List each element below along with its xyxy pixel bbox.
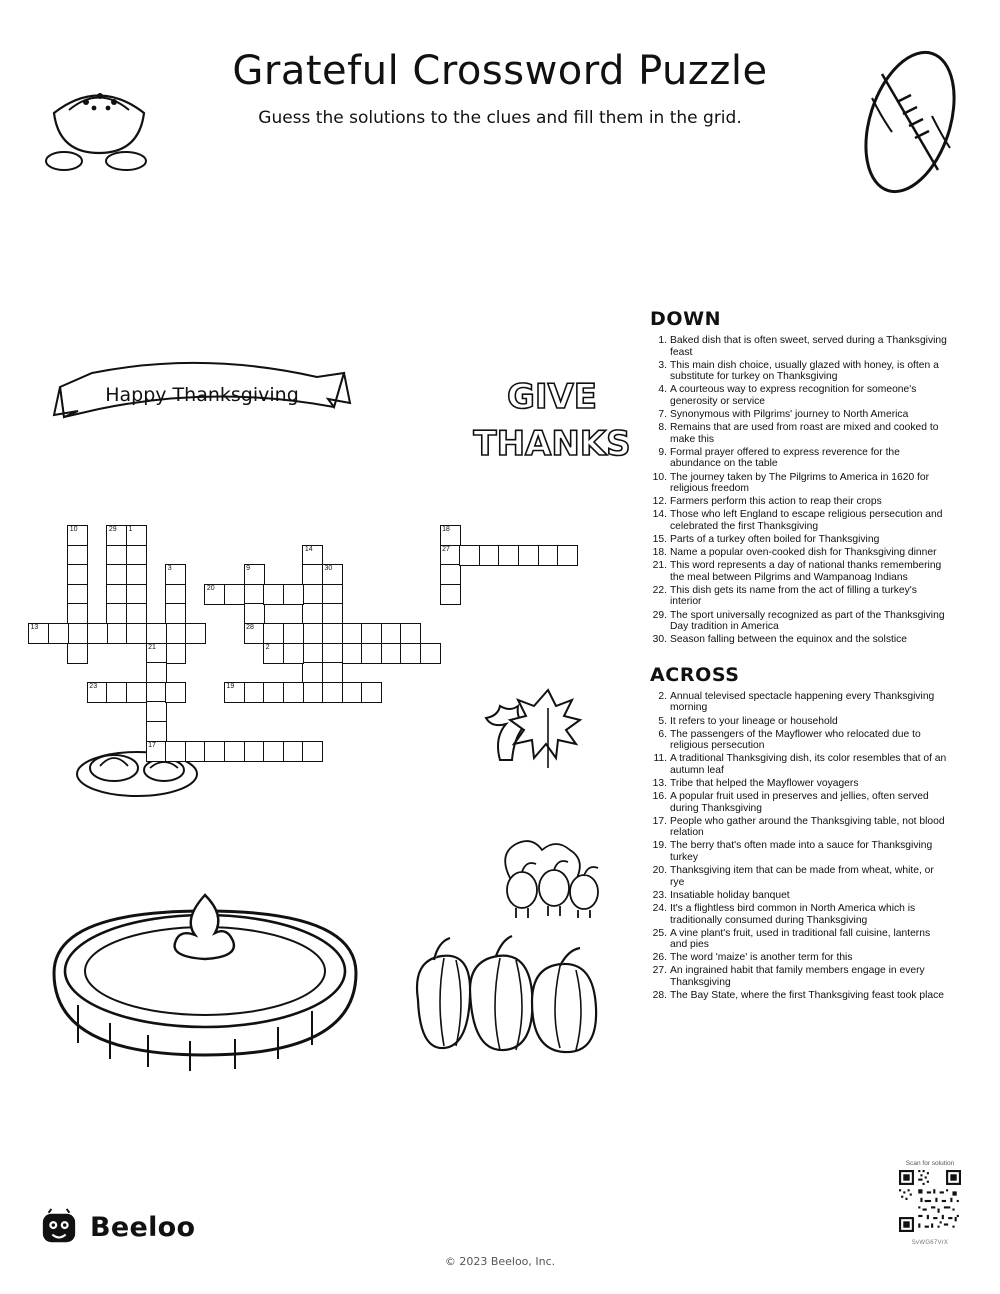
clue-number: 28.	[652, 990, 667, 1002]
clue-text: A traditional Thanksgiving dish, its color resembles that of an autumn leaf	[670, 753, 947, 776]
clue-number: 10.	[652, 471, 667, 483]
clue-number: 16.	[652, 791, 667, 803]
crossword-cell[interactable]	[126, 623, 147, 644]
crossword-cell[interactable]	[322, 564, 343, 585]
crossword-cell[interactable]	[283, 643, 304, 664]
clue-number: 8.	[658, 422, 667, 434]
clue-text: A popular fruit used in preserves and jellies, often served during Thanksgiving	[670, 791, 929, 814]
clue-text: Formal prayer offered to express reverence for the abundance on the table	[670, 446, 900, 470]
crossword-cell[interactable]	[302, 643, 323, 664]
crossword-cell[interactable]	[146, 662, 167, 683]
crossword-cell[interactable]	[302, 623, 323, 644]
gourds-pumpkins-icon	[400, 930, 615, 1070]
clue-down-22	[650, 585, 950, 608]
crossword-cell[interactable]	[87, 682, 108, 703]
football-icon	[850, 40, 970, 205]
crossword-cell[interactable]	[185, 623, 206, 644]
clue-across-2	[650, 691, 950, 714]
clue-number: 9.	[658, 446, 667, 458]
clue-number: 23.	[652, 889, 667, 901]
clue-down-7	[650, 409, 950, 421]
crossword-cell[interactable]	[322, 682, 343, 703]
cell-number: 30	[324, 565, 333, 573]
clue-down-4	[650, 384, 950, 407]
clue-text: People who gather around the Thanksgiving table, not blood relation	[670, 815, 945, 839]
clue-number: 19.	[652, 840, 667, 852]
crossword-cell[interactable]	[302, 564, 323, 585]
crossword-cell[interactable]	[283, 623, 304, 644]
clue-number: 5.	[658, 715, 667, 727]
clue-across-25	[650, 928, 950, 951]
crossword-cell[interactable]	[126, 682, 147, 703]
crossword-cell[interactable]	[106, 584, 127, 605]
clue-down-30	[650, 634, 950, 646]
clue-text: It refers to your lineage or household	[670, 715, 838, 727]
crossword-cell[interactable]	[400, 623, 421, 644]
across-heading: ACROSS	[650, 663, 740, 686]
crossword-cell[interactable]	[106, 623, 127, 644]
crossword-cell[interactable]	[440, 525, 461, 546]
cell-number: 19	[226, 682, 235, 690]
crossword-cell[interactable]	[263, 584, 284, 605]
clue-number: 1.	[658, 335, 667, 346]
clue-down-18	[650, 547, 950, 559]
cell-number: 10	[69, 526, 78, 533]
clue-text: Parts of a turkey often boiled for Thanksgiving	[670, 534, 880, 545]
page-footer	[0, 1160, 1000, 1294]
crossword-cell[interactable]	[263, 643, 284, 664]
crossword-cell[interactable]	[165, 741, 186, 762]
crossword-cell[interactable]	[204, 584, 225, 605]
crossword-cell[interactable]	[165, 682, 186, 703]
crossword-cell[interactable]	[165, 623, 186, 644]
cell-number: 20	[206, 584, 215, 592]
crossword-cell[interactable]	[106, 545, 127, 566]
crossword-cell[interactable]	[126, 525, 147, 546]
clue-across-26	[650, 952, 950, 964]
clue-text: The passengers of the Mayflower who relocated due to religious persecution	[670, 728, 921, 752]
clue-down-9	[650, 447, 950, 470]
clue-down-29	[650, 610, 950, 633]
crossword-cell[interactable]	[244, 564, 265, 585]
crossword-cell[interactable]	[67, 623, 88, 644]
beeloo-bee-icon	[40, 1208, 78, 1246]
clue-text: A vine plant's fruit, used in traditional fall cuisine, lanterns and pies	[670, 927, 931, 951]
cell-number: 28	[246, 624, 254, 631]
qr-code-label: SvWG67VrX	[911, 1240, 949, 1246]
clue-text: The word 'maize' is another term for this	[670, 952, 853, 964]
clue-down-8	[650, 422, 950, 445]
clue-text: The berry that's often made into a sauce for Thanksgiving turkey	[670, 840, 933, 864]
crossword-cell[interactable]	[381, 623, 402, 644]
crossword-cell[interactable]	[342, 682, 363, 703]
brand-logo	[40, 1208, 195, 1246]
clue-across-19	[650, 840, 950, 863]
clue-across-27	[650, 965, 950, 988]
copyright-text: © 2023 Beeloo, Inc.	[444, 1255, 556, 1268]
banner-text: Happy Thanksgiving	[105, 384, 299, 406]
clue-down-15	[650, 534, 950, 546]
clue-number: 4.	[658, 384, 667, 396]
crossword-cell[interactable]	[263, 623, 284, 644]
down-heading: DOWN	[650, 308, 722, 330]
crossword-cell[interactable]	[67, 545, 88, 566]
crossword-cell[interactable]	[244, 623, 265, 644]
give-thanks-line1: GIVE	[506, 377, 598, 417]
clue-text: This main dish choice, usually glazed with honey, is often a substitute for turkey on Thanksgiving	[670, 359, 939, 383]
clue-number: 2.	[658, 690, 667, 702]
crossword-cell[interactable]	[106, 525, 127, 546]
cell-number: 14	[304, 545, 313, 553]
clue-text: A courteous way to express recognition for someone's generosity or service	[670, 384, 917, 407]
crossword-cell[interactable]	[263, 741, 284, 762]
crossword-cell[interactable]	[146, 701, 167, 722]
clue-number: 15.	[652, 534, 667, 545]
crossword-cell[interactable]	[302, 545, 323, 566]
clue-text: It's a flightless bird common in North America which is traditionally consumed during Thanksgiving	[670, 902, 916, 926]
crossword-cell[interactable]	[244, 603, 265, 624]
crossword-cell[interactable]	[126, 584, 147, 605]
cell-number: 1	[128, 526, 133, 533]
crossword-cell[interactable]	[342, 623, 363, 644]
crossword-cell[interactable]	[126, 603, 147, 624]
clue-down-12	[650, 496, 950, 508]
qr-block[interactable]	[890, 1160, 970, 1246]
crossword-cell[interactable]	[224, 682, 245, 703]
clue-number: 27.	[652, 965, 667, 977]
clue-text: An ingrained habit that family members engage in every Thanksgiving	[670, 965, 925, 988]
crossword-cell[interactable]	[146, 721, 167, 742]
clue-number: 7.	[658, 409, 667, 421]
clue-down-3	[650, 360, 950, 383]
crossword-cell[interactable]	[361, 643, 382, 664]
cell-number: 21	[148, 643, 156, 651]
crossword-cell[interactable]	[146, 643, 167, 664]
clue-across-20	[650, 865, 950, 888]
crossword-cell[interactable]	[302, 682, 323, 703]
clue-across-6	[650, 729, 950, 752]
clue-across-17	[650, 816, 950, 839]
crossword-cell[interactable]	[87, 623, 108, 644]
crossword-cell[interactable]	[67, 564, 88, 585]
clue-text: Annual televised spectacle happening every Thanksgiving morning	[670, 690, 935, 714]
crossword-cell[interactable]	[165, 584, 186, 605]
cell-number: 18	[442, 526, 450, 533]
clue-down-1	[650, 335, 950, 358]
turkeys-icon	[492, 820, 612, 920]
clues-panel	[650, 308, 950, 1003]
crossword-cell[interactable]	[263, 682, 284, 703]
page-title: Grateful Crossword Puzzle	[232, 48, 768, 94]
crossword-cell[interactable]	[420, 643, 441, 664]
clue-number: 6.	[658, 728, 667, 740]
clue-number: 14.	[652, 509, 667, 521]
cell-number: 2	[265, 643, 270, 651]
cell-number: 23	[89, 682, 98, 690]
give-thanks-line2: THANKS	[473, 424, 631, 464]
clue-text: Thanksgiving item that can be made from wheat, white, or rye	[670, 865, 934, 888]
clue-number: 26.	[652, 952, 667, 964]
crossword-cell[interactable]	[538, 545, 559, 566]
cell-number: 9	[246, 565, 250, 573]
crossword-cell[interactable]	[224, 584, 245, 605]
clue-across-28	[650, 990, 950, 1002]
crossword-cell[interactable]	[244, 741, 265, 762]
clue-text: The journey taken by The Pilgrims to America in 1620 for religious freedom	[670, 471, 930, 495]
crossword-cell[interactable]	[244, 584, 265, 605]
clue-across-11	[650, 753, 950, 776]
clue-down-10	[650, 472, 950, 495]
crossword-cell[interactable]	[283, 741, 304, 762]
crossword-cell[interactable]	[185, 741, 206, 762]
down-clue-list	[650, 335, 950, 646]
clue-number: 18.	[652, 547, 667, 559]
clue-number: 25.	[652, 927, 667, 939]
clue-text: Baked dish that is often sweet, served during a Thanksgiving feast	[670, 335, 947, 358]
crossword-cell[interactable]	[146, 623, 167, 644]
clue-number: 21.	[652, 560, 667, 572]
crossword-cell[interactable]	[67, 584, 88, 605]
cell-number: 27	[442, 545, 450, 553]
clue-number: 24.	[652, 902, 667, 914]
clue-text: Farmers perform this action to reap their crops	[670, 496, 882, 508]
clue-number: 20.	[652, 865, 667, 877]
crossword-cell[interactable]	[204, 741, 225, 762]
clue-text: The Bay State, where the first Thanksgiving feast took place	[670, 990, 944, 1002]
crossword-cell[interactable]	[67, 525, 88, 546]
clue-across-5	[650, 716, 950, 728]
crossword-cell[interactable]	[126, 545, 147, 566]
crossword-grid[interactable]	[28, 525, 638, 825]
happy-thanksgiving-banner	[52, 355, 352, 450]
cell-number: 13	[30, 624, 39, 631]
cell-number: 29	[108, 526, 117, 533]
crossword-cell[interactable]	[283, 584, 304, 605]
crossword-cell[interactable]	[106, 682, 127, 703]
cell-number: 17	[148, 741, 156, 749]
clue-number: 12.	[652, 496, 667, 508]
clue-text: Insatiable holiday banquet	[670, 889, 790, 901]
crossword-cell[interactable]	[498, 545, 519, 566]
clue-number: 30.	[652, 634, 667, 646]
crossword-cell[interactable]	[302, 741, 323, 762]
clue-number: 29.	[652, 609, 667, 621]
crossword-cell[interactable]	[459, 545, 480, 566]
clue-text: Remains that are used from roast are mixed and cooked to make this	[670, 422, 939, 445]
clue-across-16	[650, 791, 950, 814]
clue-text: Synonymous with Pilgrims' journey to North America	[670, 409, 909, 421]
crossword-cell[interactable]	[322, 603, 343, 624]
clue-across-23	[650, 890, 950, 902]
crossword-cell[interactable]	[342, 643, 363, 664]
clue-number: 13.	[652, 778, 667, 789]
clue-number: 17.	[652, 815, 667, 827]
pumpkin-pie-icon	[40, 855, 370, 1085]
crossword-cell[interactable]	[106, 564, 127, 585]
crossword-cell[interactable]	[302, 603, 323, 624]
clue-across-24	[650, 903, 950, 926]
crossword-cell[interactable]	[479, 545, 500, 566]
crossword-cell[interactable]	[146, 741, 167, 762]
crossword-cell[interactable]	[322, 643, 343, 664]
qr-code-icon[interactable]	[899, 1170, 961, 1232]
crossword-cell[interactable]	[244, 682, 265, 703]
crossword-cell[interactable]	[165, 603, 186, 624]
crossword-cell[interactable]	[381, 643, 402, 664]
clue-text: Name a popular oven-cooked dish for Thanksgiving dinner	[670, 547, 937, 559]
crossword-cell[interactable]	[440, 545, 461, 566]
clue-text: This word represents a day of national thanks remembering the meal between Pilgrims and Wampanoag Indians	[670, 560, 942, 583]
crossword-cell[interactable]	[224, 741, 245, 762]
crossword-cell[interactable]	[67, 603, 88, 624]
page-subtitle: Guess the solutions to the clues and fill them in the grid.	[258, 108, 742, 128]
crossword-cell[interactable]	[440, 584, 461, 605]
clue-text: Those who left England to escape religious persecution and celebrated the first Thanksgiving	[670, 509, 943, 532]
crossword-cell[interactable]	[302, 584, 323, 605]
clue-text: The sport universally recognized as part of the Thanksgiving Day tradition in America	[670, 609, 945, 633]
clue-text: Season falling between the equinox and the solstice	[670, 634, 907, 646]
clue-down-21	[650, 560, 950, 583]
clue-across-13	[650, 778, 950, 790]
crossword-cell[interactable]	[557, 545, 578, 566]
crossword-cell[interactable]	[361, 682, 382, 703]
crossword-cell[interactable]	[165, 643, 186, 664]
crossword-cell[interactable]	[518, 545, 539, 566]
crossword-cell[interactable]	[322, 584, 343, 605]
crossword-cell[interactable]	[146, 682, 167, 703]
clue-number: 3.	[658, 359, 667, 371]
across-clue-list	[650, 691, 950, 1002]
crossword-cell[interactable]	[283, 682, 304, 703]
crossword-cell[interactable]	[126, 564, 147, 585]
clue-text: This dish gets its name from the act of filling a turkey's interior	[670, 584, 917, 608]
give-thanks-art	[452, 370, 652, 475]
crossword-cell[interactable]	[322, 662, 343, 683]
brand-name: Beeloo	[90, 1211, 196, 1243]
crossword-cell[interactable]	[106, 603, 127, 624]
crossword-cell[interactable]	[440, 564, 461, 585]
crossword-cell[interactable]	[361, 623, 382, 644]
crossword-cell[interactable]	[28, 623, 49, 644]
clue-number: 11.	[653, 753, 667, 765]
crossword-cell[interactable]	[322, 623, 343, 644]
cell-number: 3	[167, 565, 172, 573]
crossword-cell[interactable]	[165, 564, 186, 585]
clue-text: Tribe that helped the Mayflower voyagers	[670, 778, 859, 789]
crossword-cell[interactable]	[302, 662, 323, 683]
qr-caption: Scan for solution	[905, 1160, 955, 1167]
crossword-cell[interactable]	[48, 623, 69, 644]
clue-down-14	[650, 509, 950, 532]
crossword-cell[interactable]	[400, 643, 421, 664]
crossword-cell[interactable]	[67, 643, 88, 664]
mashed-potatoes-bowl-icon	[34, 58, 164, 178]
clue-number: 22.	[652, 584, 667, 596]
